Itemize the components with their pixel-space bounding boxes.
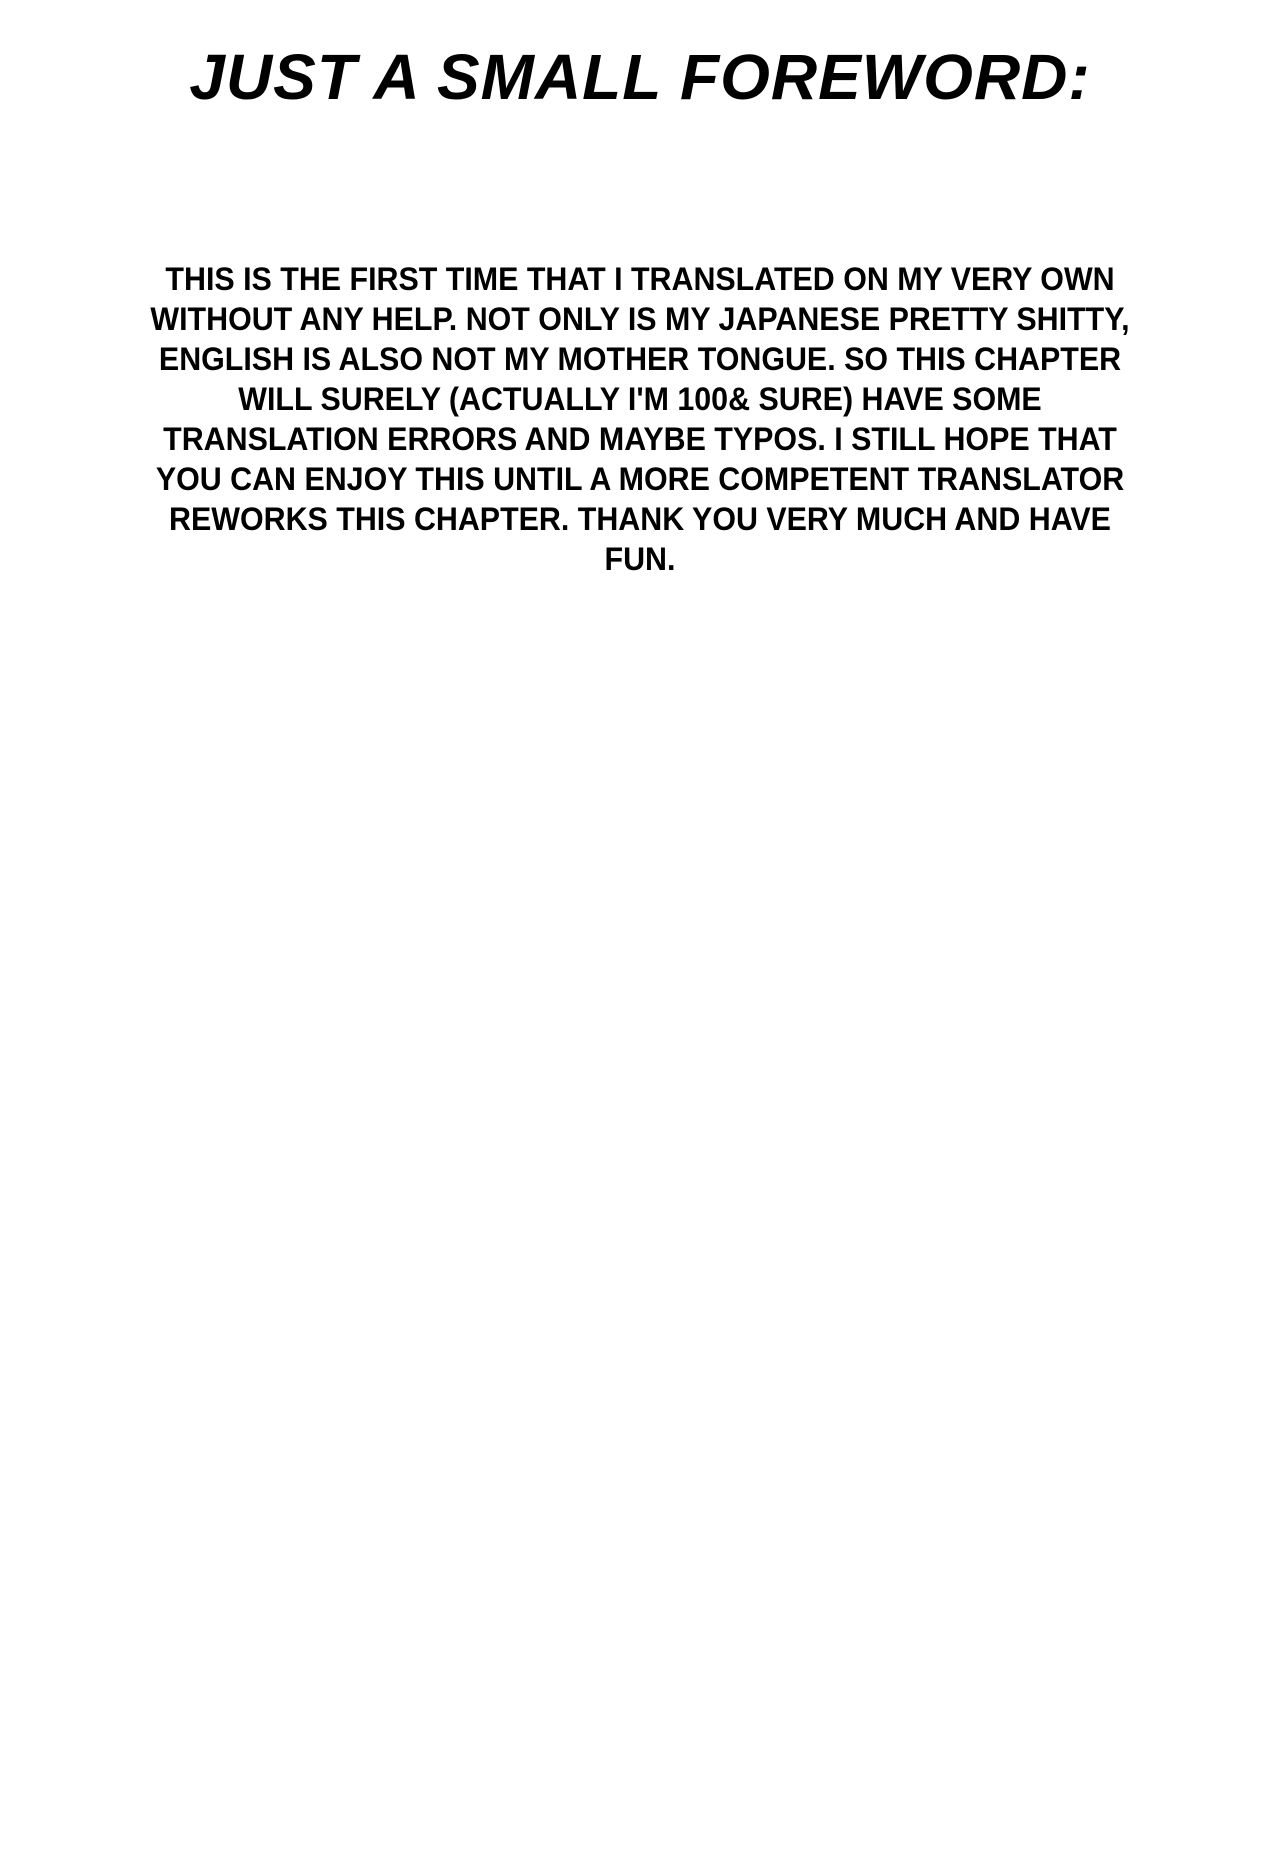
foreword-line: YOU CAN ENJOY THIS UNTIL A MORE COMPETENT TRANSLATOR — [155, 461, 1125, 497]
foreword-line: THIS IS THE FIRST TIME THAT I TRANSLATED ON MY VERY OWN — [165, 261, 1115, 297]
foreword-line: WILL SURELY (ACTUALLY I'M 100& SURE) HAVE SOME — [238, 381, 1042, 417]
foreword-paragraph — [108, 259, 1172, 579]
foreword-line: TRANSLATION ERRORS AND MAYBE TYPOS. I STILL HOPE THAT — [163, 421, 1117, 457]
foreword-line: WITHOUT ANY HELP. NOT ONLY IS MY JAPANESE PRETTY SHITTY, — [150, 301, 1130, 337]
foreword-line: FUN. — [604, 541, 676, 577]
foreword-line: ENGLISH IS ALSO NOT MY MOTHER TONGUE. SO THIS CHAPTER — [158, 341, 1122, 377]
foreword-line: REWORKS THIS CHAPTER. THANK YOU VERY MUCH AND HAVE — [169, 501, 1111, 537]
page-title: JUST A SMALL FOREWORD: — [189, 41, 1091, 113]
